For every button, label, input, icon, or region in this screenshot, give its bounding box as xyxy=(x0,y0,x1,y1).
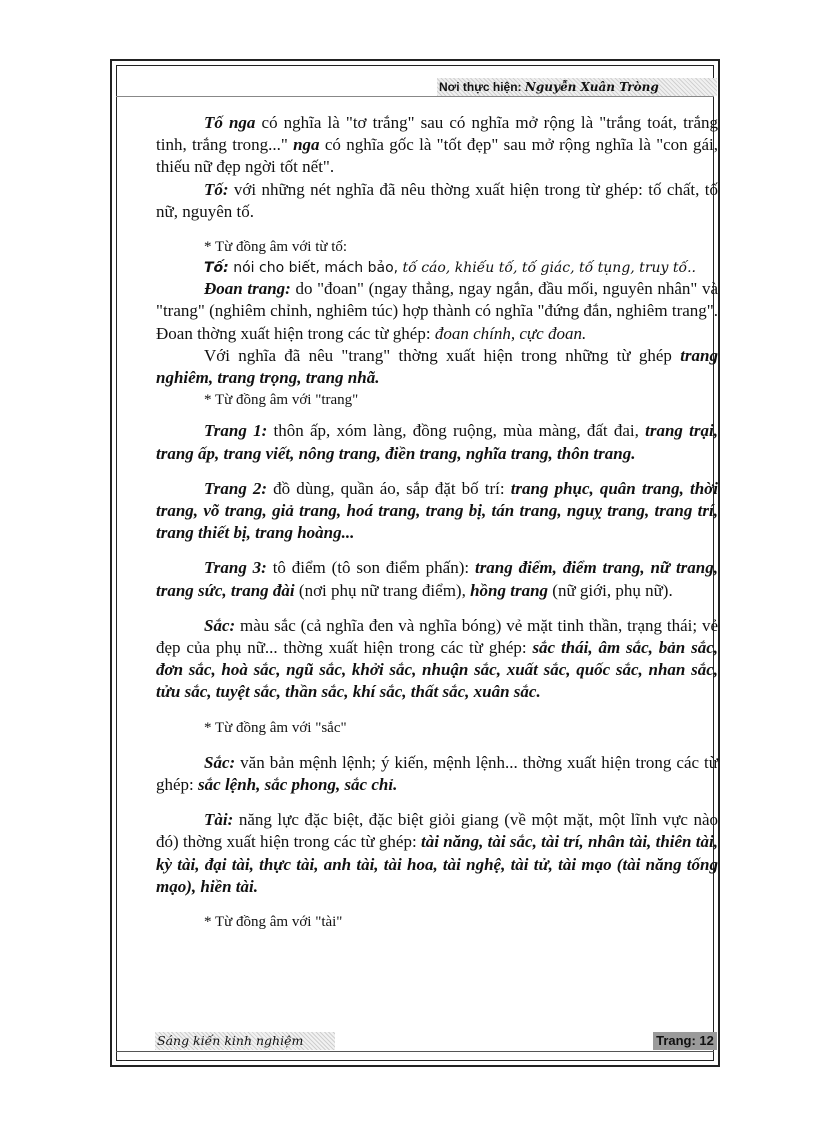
paragraph-sac-2 xyxy=(156,752,718,796)
paragraph-tai xyxy=(156,809,718,898)
text: nói cho biết, mách bảo, xyxy=(228,260,403,277)
header-label: Nơi thực hiện: xyxy=(439,80,522,94)
paragraph-sac xyxy=(156,615,718,704)
page-header xyxy=(437,78,717,96)
paragraph-to-2 xyxy=(156,258,718,278)
text: có nghĩa là "tơ trắng" sau có nghĩa mở rộng là "trắng toát, trắng tinh, trắng trong..." xyxy=(156,113,718,155)
term: Tài: xyxy=(204,810,234,830)
examples: tài năng, tài sắc, tài trí, nhân tài, thiên tài, kỳ tài, đại tài, thực tài, anh tài, tài hoa, tài nghệ, tài tử, tài mạo (tài năng tống mạo), hiền tài. xyxy=(156,832,718,896)
heading-homonym-to: * Từ đồng âm với từ tố: xyxy=(204,239,348,256)
header-rule xyxy=(116,96,714,97)
text: (nữ giới, phụ nữ). xyxy=(548,580,673,600)
examples: hồng trang xyxy=(470,580,549,600)
paragraph-to-nga xyxy=(156,112,718,179)
term: Trang 2: xyxy=(204,478,268,498)
examples: trang nghiêm, trang trọng, trang nhã. xyxy=(156,345,718,388)
heading-homonym-tai: * Từ đồng âm với "tài" xyxy=(204,914,343,931)
text: màu sắc (cả nghĩa đen và nghĩa bóng) vẻ mặt tinh thần, trạng thái; vẻ đẹp của phụ nữ... thờng xuất hiện trong các từ ghép: xyxy=(156,615,718,658)
text: thôn ấp, xóm làng, đồng ruộng, mùa màng, đất đai, xyxy=(267,421,646,441)
term: Sắc: xyxy=(204,752,236,772)
text: Với nghĩa đã nêu "trang" thờng xuất hiện trong những từ ghép xyxy=(204,345,681,365)
examples: trang phục, quân trang, thời trang, võ trang, giả trang, hoá trang, trang bị, tán trang, nguỵ trang, trang trí, trang thiết bị, trang hoàng... xyxy=(156,478,718,543)
text: có nghĩa gốc là "tốt đẹp" sau mở rộng nghĩa là "con gái, thiếu nữ đẹp ngời tốt nết". xyxy=(156,135,718,177)
examples: trang trại, trang ấp, trang viết, nông trang, điền trang, nghĩa trang, thôn trang. xyxy=(156,421,718,463)
term: Tố: xyxy=(204,179,229,199)
footer-rule xyxy=(116,1051,714,1052)
text: với những nét nghĩa đã nêu thờng xuất hiện trong từ ghép: tố chất, tố nữ, nguyên tố. xyxy=(156,179,718,221)
paragraph-trang-2 xyxy=(156,478,718,545)
term: Trang 1: xyxy=(204,421,268,441)
footer-title: Sáng kiến kinh nghiệm xyxy=(155,1032,335,1050)
term: Tố nga xyxy=(204,113,256,132)
examples: sắc lệnh, sắc phong, sắc chỉ. xyxy=(198,775,398,795)
term: Trang 3: xyxy=(204,558,267,578)
term: Đoan trang: xyxy=(204,279,291,299)
header-author: Nguyễn Xuân Tròng xyxy=(524,80,659,94)
heading-homonym-sac: * Từ đồng âm với "sắc" xyxy=(204,719,347,736)
text: (nơi phụ nữ trang điểm), xyxy=(294,580,471,600)
text: văn bản mệnh lệnh; ý kiến, mệnh lệnh... thờng xuất hiện trong các từ ghép: xyxy=(156,752,718,795)
paragraph-to xyxy=(156,179,718,223)
paragraph-trang-3 xyxy=(156,557,718,601)
text: đồ dùng, quần áo, sắp đặt bố trí: xyxy=(267,478,511,498)
text: năng lực đặc biệt, đặc biệt giỏi giang (về một mặt, một lĩnh vực nào đó) thờng xuất hiện trong các từ ghép: xyxy=(156,810,718,852)
heading-homonym-trang: * Từ đồng âm với "trang" xyxy=(204,392,359,409)
term: nga xyxy=(293,135,320,155)
term: Sắc: xyxy=(204,615,236,635)
paragraph-trang-meaning xyxy=(156,345,718,389)
text: tô điểm (tô son điểm phấn): xyxy=(266,558,475,578)
paragraph-trang-1 xyxy=(156,420,718,464)
examples: trang điểm, điểm trang, nữ trang, trang sức, trang đài xyxy=(156,558,718,600)
examples: tố cáo, khiếu tố, tố giác, tố tụng, truy tố.. xyxy=(402,260,696,277)
examples: sắc thái, âm sắc, bản sắc, đơn sắc, hoà sắc, ngũ sắc, khởi sắc, nhuận sắc, xuất sắc, quốc sắc, nhan sắc, tửu sắc, tuyệt sắc, thần sắc, khí sắc, thất sắc, xuân sắc. xyxy=(156,638,719,702)
term: Tố: xyxy=(204,260,229,277)
page-number: Trang: 12 xyxy=(653,1032,717,1050)
paragraph-doan-trang xyxy=(156,278,718,345)
examples: đoan chính, cực đoan. xyxy=(434,323,587,343)
document-body xyxy=(156,112,718,933)
text: do "đoan" (ngay thẳng, ngay ngắn, đầu mối, nguyên nhân" và "trang" (nghiêm chỉnh, nghiêm túc) hợp thành có nghĩa "đứng đắn, nghiêm trang". Đoan thờng xuất hiện trong các từ ghép: xyxy=(156,279,718,343)
